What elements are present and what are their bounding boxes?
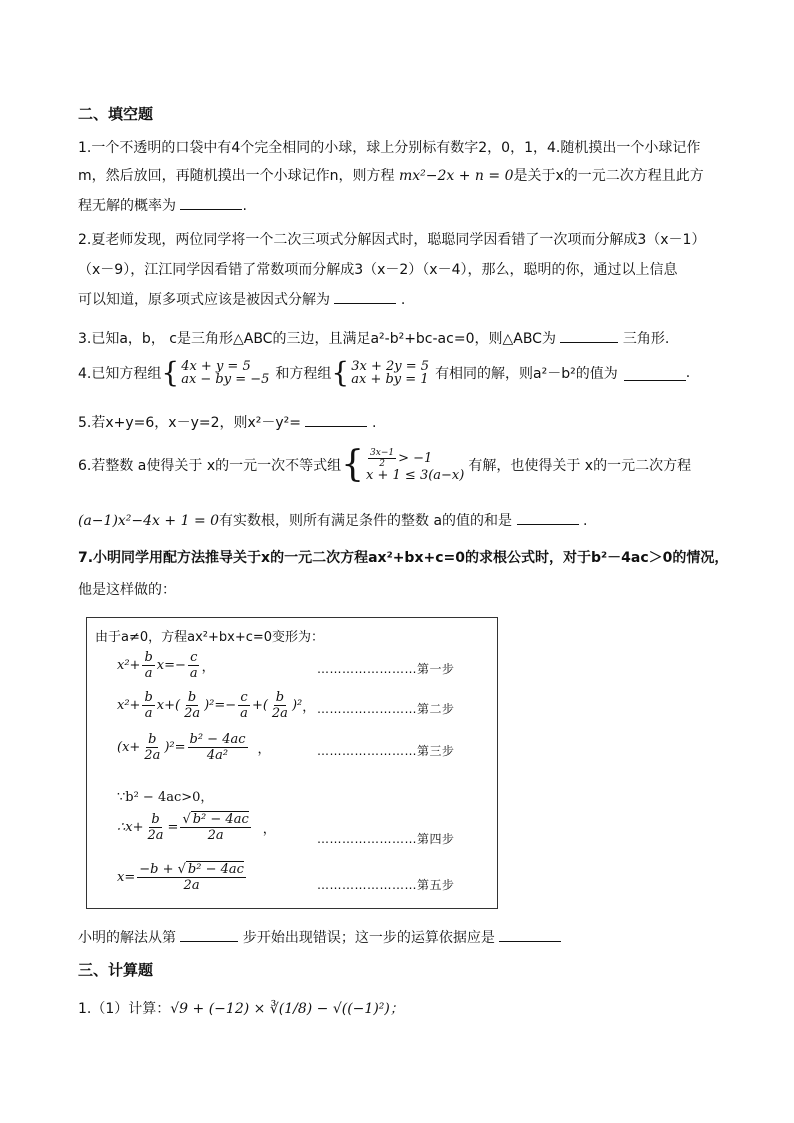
q4-sys1-eq2: ax − by = −5: [181, 372, 270, 387]
q3-tail: 三角形.: [622, 331, 670, 347]
step2-dots: [317, 700, 455, 717]
q6-answer-blank[interactable]: [517, 510, 579, 525]
q5-answer-blank[interactable]: [305, 412, 367, 427]
q2-line1: 2.夏老师发现，两位同学将一个二次三项式分解因式时，聪聪同学因看错了一次项而分解成3（x－1）: [78, 232, 706, 248]
step2-formula: x²+ $\frac{b}{a}$ x+( $\frac{b}{2a}$ )²=− $\frac{c}{a}$ +( $\frac{b}{2a}$ )² ，: [117, 690, 316, 721]
step1-formula: x²+ $\frac{b}{a}$ x=− $\frac{c}{a}$ ，: [117, 650, 215, 681]
step3-formula: (x+ $\frac{b}{2a}$ )²= $\frac{\text{b² − 4ac}}{\text{4a²}}$ ，: [117, 732, 271, 763]
step2-leader: ……………………: [317, 702, 417, 716]
q7-conclusion-b: 步开始出现错误；这一步的运算依据应是: [242, 930, 495, 946]
step1-dots: [317, 660, 455, 677]
q6-ineq1: [366, 448, 464, 469]
q6-suffix: 有解，也使得关于 x的一元二次方程: [468, 458, 692, 474]
q2-line2: （x－9），江江同学因看错了常数项而分解成3（x－2）（x－4），那么，聪明的你，通过以上信息: [78, 262, 678, 278]
q7-conclusion-a: 小明的解法从第: [78, 930, 176, 946]
q1-line1: 1.一个不透明的口袋中有4个完全相同的小球，球上分别标有数字2，0，1，4.随机摸出一个小球记作: [78, 140, 701, 156]
q4-answer-blank[interactable]: [624, 366, 686, 381]
q1-line3: [78, 195, 247, 215]
q4-system-1: { 4x + y = 5 ax − by = −5: [161, 356, 270, 389]
derivation-intro: 由于a≠0，方程ax²+bx+c=0变形为：: [95, 630, 325, 645]
q7-line1: 7.小明同学用配方法推导关于x的一元二次方程ax²+bx+c=0的求根公式时，对于b²－4ac＞0的情况，: [78, 550, 729, 566]
q6-inequality-system: { $\frac{3x-1}{2}$ > −1 x + 1 ≤ 3(a−x): [341, 444, 465, 485]
q4-sys2-eq2: ax + by = 1: [351, 372, 429, 387]
q4-line: 4.已知方程组 { 4x + y = 5 ax − by = −5 和方程组 { 3x + 2y = 5 ax + by = 1 有相同的解，则a²－b²的值为 .: [78, 356, 691, 389]
q6-prefix: 6.若整数 a使得关于 x的一元一次不等式组: [78, 458, 342, 474]
q1-line2-text: m，然后放回，再随机摸出一个小球记作n，则方程: [78, 168, 399, 184]
step4-dots: [317, 830, 455, 847]
q4-mid: 和方程组: [275, 366, 332, 382]
q1-line3-text: 程无解的概率为: [78, 198, 176, 214]
section3-q1: [78, 998, 404, 1018]
q7-line2: 他是这样做的：: [78, 582, 176, 598]
q2-line3-text: 可以知道，原多项式应该是被因式分解为: [78, 292, 330, 308]
section3-q1-expression: √9 + (−12) × ∛(1/8) − √((−1)²)；: [170, 1001, 404, 1017]
step1-label: 第一步: [417, 662, 455, 676]
q4-suffix: 有相同的解，则a²－b²的值为: [435, 366, 618, 382]
q5-line: 5.若x+y=6，x－y=2，则x²－y²= .: [78, 412, 376, 432]
q1-period: .: [242, 198, 247, 214]
q1-equation: mx²−2x + n = 0: [398, 168, 514, 184]
q2-line3: [78, 289, 405, 309]
q4-prefix: 4.已知方程组: [78, 366, 162, 382]
step5-label: 第五步: [417, 878, 455, 892]
q4-sys2-eq1: 3x + 2y = 5: [351, 359, 430, 374]
step5-formula: x= $\frac{\text{−b + √ b² − 4ac}}{2a}$: [117, 862, 244, 893]
q1-line2: [78, 165, 704, 185]
q4-system-2: { 3x + 2y = 5 ax + by = 1: [331, 356, 430, 389]
q6-line2: (a−1)x²−4x + 1 = 0有实数根，则所有满足条件的整数 a的值的和是 .: [78, 510, 587, 530]
q6-quadratic: (a−1)x²−4x + 1 = 0: [78, 513, 220, 529]
q2-answer-blank[interactable]: [334, 289, 396, 304]
q6-ineq1-den: 2: [379, 459, 385, 469]
q6-ineq1-num: 3x−1: [370, 448, 395, 458]
step3-leader: ……………………: [317, 744, 417, 758]
q6-line2-text: 有实数根，则所有满足条件的整数 a的值的和是: [219, 513, 513, 529]
q6-ineq1-rhs: > −1: [398, 451, 433, 466]
derivation-box: [86, 617, 498, 909]
because-line: ∵b² − 4ac>0，: [117, 790, 214, 805]
section-title-fill-in: 二、填空题: [78, 105, 154, 123]
step1-leader: ……………………: [317, 662, 417, 676]
q3-text: 3.已知a，b， c是三角形△ABC的三边，且满足a²-b²+bc-ac=0，则△ABC为: [78, 331, 556, 347]
q6-ineq2: x + 1 ≤ 3(a−x): [366, 468, 465, 483]
q5-text: 5.若x+y=6，x－y=2，则x²－y²=: [78, 415, 302, 431]
step3-label: 第三步: [417, 744, 455, 758]
step3-dots: [317, 742, 455, 759]
q1-line2-tail: 是关于x的一元二次方程且此方: [513, 168, 704, 184]
q7-step-blank[interactable]: [180, 927, 238, 942]
q1-answer-blank[interactable]: [180, 195, 242, 210]
step4-label: 第四步: [417, 832, 455, 846]
q7-reason-blank[interactable]: [499, 927, 561, 942]
q7-conclusion: [78, 927, 561, 947]
q6-line1: [78, 444, 692, 485]
q3-line: [78, 328, 669, 348]
step5-dots: [317, 876, 455, 893]
step5-leader: ……………………: [317, 878, 417, 892]
q4-sys1-eq1: 4x + y = 5: [181, 359, 251, 374]
step4-formula: ∴x+ $\frac{b}{2a}$ = $\frac{\text{√ b² − 4ac}}{2a}$ ，: [117, 812, 276, 843]
step2-label: 第二步: [417, 702, 455, 716]
section-title-calculation: 三、计算题: [78, 961, 154, 979]
step4-leader: ……………………: [317, 832, 417, 846]
q2-period: .: [400, 292, 406, 308]
section3-q1-prefix: 1.（1）计算：: [78, 1001, 171, 1017]
q3-answer-blank[interactable]: [560, 328, 618, 343]
